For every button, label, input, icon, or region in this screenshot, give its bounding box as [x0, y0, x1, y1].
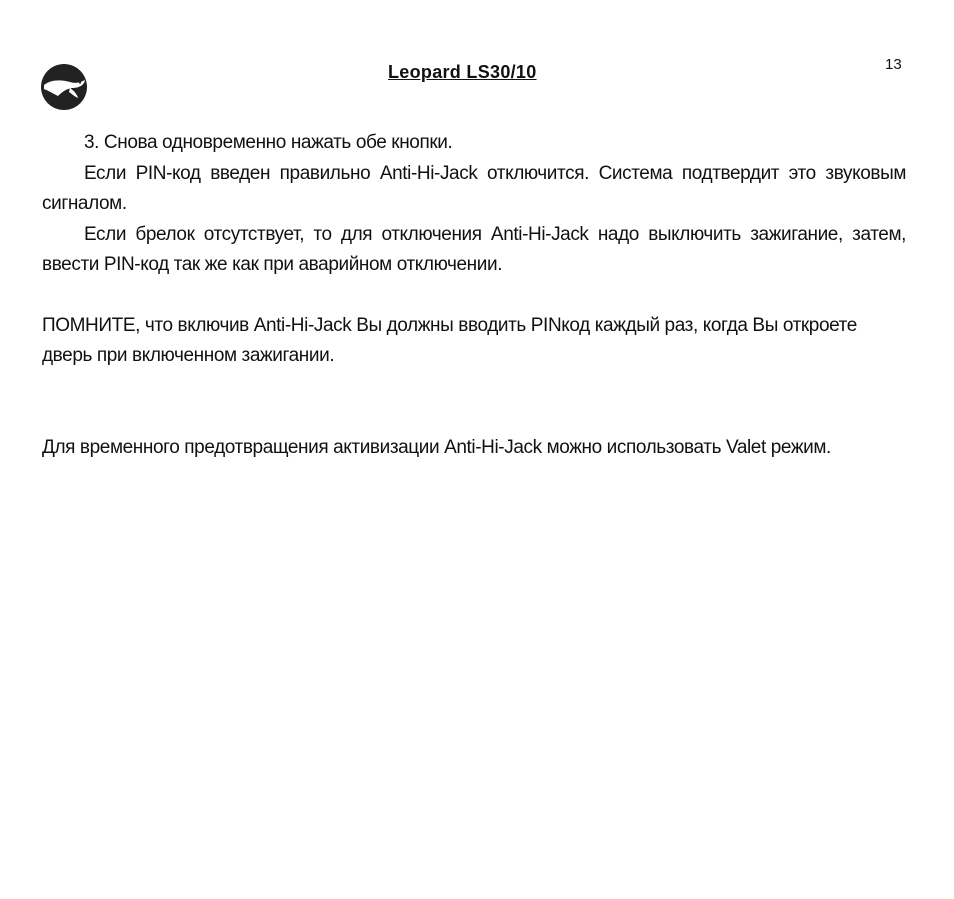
no-remote-paragraph: Если брелок отсутствует, то для отключения Anti-Hi-Jack надо выключить зажигание, затем, ввести PIN-код так же как при аварийном отключении. [42, 223, 906, 275]
remember-paragraph: ПОМНИТЕ, что включив Anti-Hi-Jack Вы должны вводить PINкод каждый раз, когда Вы откроете дверь при включенном зажигании. [42, 314, 857, 366]
pin-correct-paragraph: Если PIN-код введен правильно Anti-Hi-Jack отключится. Система подтвердит это звуковым сигналом. [42, 162, 906, 214]
page-number: 13 [885, 56, 902, 73]
step-3-paragraph: 3. Снова одновременно нажать обе кнопки. [84, 132, 453, 153]
valet-paragraph: Для временного предотвращения активизации Anti-Hi-Jack можно использовать Valet режим. [42, 436, 831, 458]
document-title: Leopard LS30/10 [388, 62, 537, 82]
document-body [42, 128, 906, 463]
leopard-logo-icon [40, 63, 88, 111]
